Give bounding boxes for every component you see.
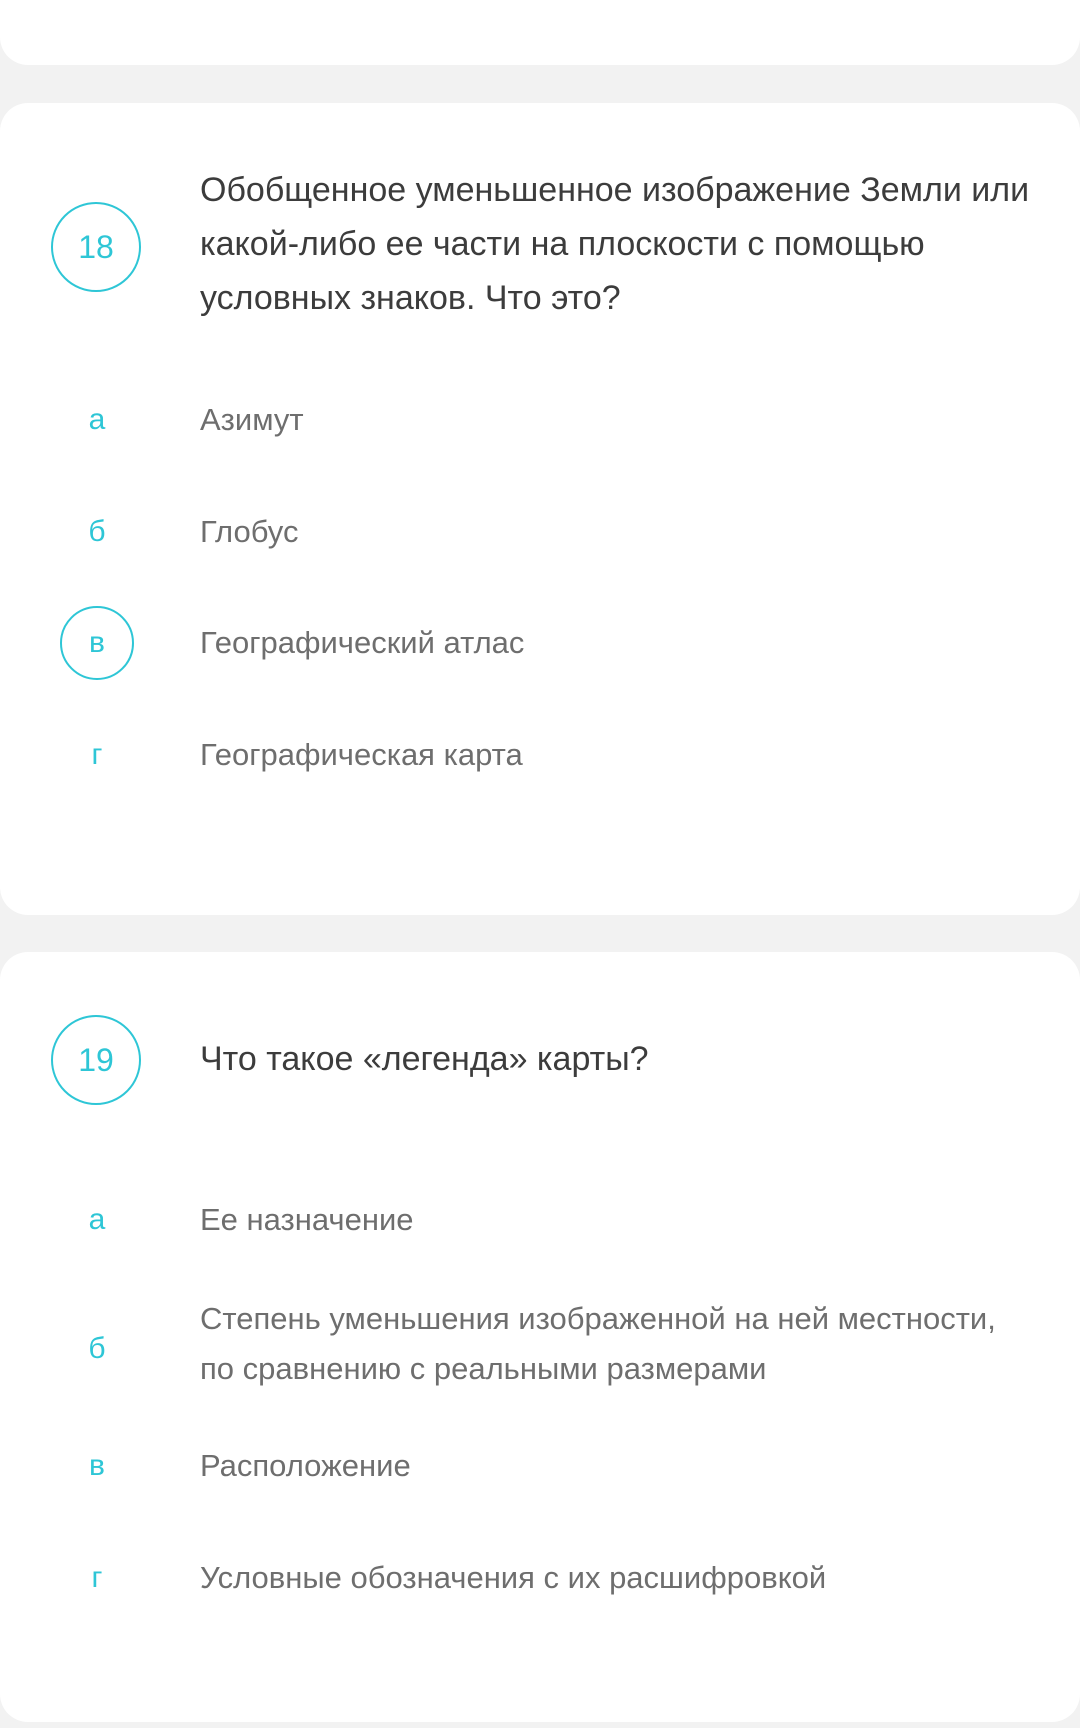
option-text: Степень уменьшения изображенной на ней местности, по сравнению с реальными размерами — [200, 1301, 996, 1386]
question-number-badge: 18 — [51, 202, 141, 292]
answer-option-a[interactable] — [0, 1183, 1080, 1257]
option-text: Условные обозначения с их расшифровкой — [200, 1560, 827, 1595]
question-card-18 — [0, 103, 1080, 915]
question-text: Обобщенное уменьшенное изображение Земли или какой-либо ее части на плоскости с помощью условных знаков. Что это? — [200, 171, 1030, 317]
option-letter: б — [88, 1332, 106, 1365]
option-letter: а — [88, 1203, 106, 1236]
question-number-badge: 19 — [51, 1015, 141, 1105]
previous-question-card — [0, 0, 1080, 65]
option-text: Глобус — [200, 514, 299, 549]
answer-option-b[interactable] — [0, 495, 1080, 569]
answer-option-g[interactable] — [0, 718, 1080, 792]
option-text: Географическая карта — [200, 737, 523, 772]
question-card-19 — [0, 952, 1080, 1722]
option-letter: г — [91, 738, 103, 771]
option-text: Расположение — [200, 1448, 411, 1483]
option-letter: а — [88, 403, 106, 436]
option-letter-selected: в — [60, 606, 134, 680]
question-text: Что такое «легенда» карты? — [200, 1040, 649, 1078]
option-letter: б — [88, 515, 106, 548]
option-letter: г — [91, 1561, 103, 1594]
answer-option-v-selected[interactable] — [0, 606, 1080, 680]
option-text: Азимут — [200, 402, 304, 437]
answer-option-b[interactable] — [0, 1294, 1080, 1404]
option-text: Географический атлас — [200, 625, 525, 660]
answer-option-g[interactable] — [0, 1541, 1080, 1615]
answer-option-v[interactable] — [0, 1429, 1080, 1503]
option-letter: в — [89, 1449, 105, 1482]
answer-option-a[interactable] — [0, 383, 1080, 457]
option-text: Ее назначение — [200, 1202, 414, 1237]
